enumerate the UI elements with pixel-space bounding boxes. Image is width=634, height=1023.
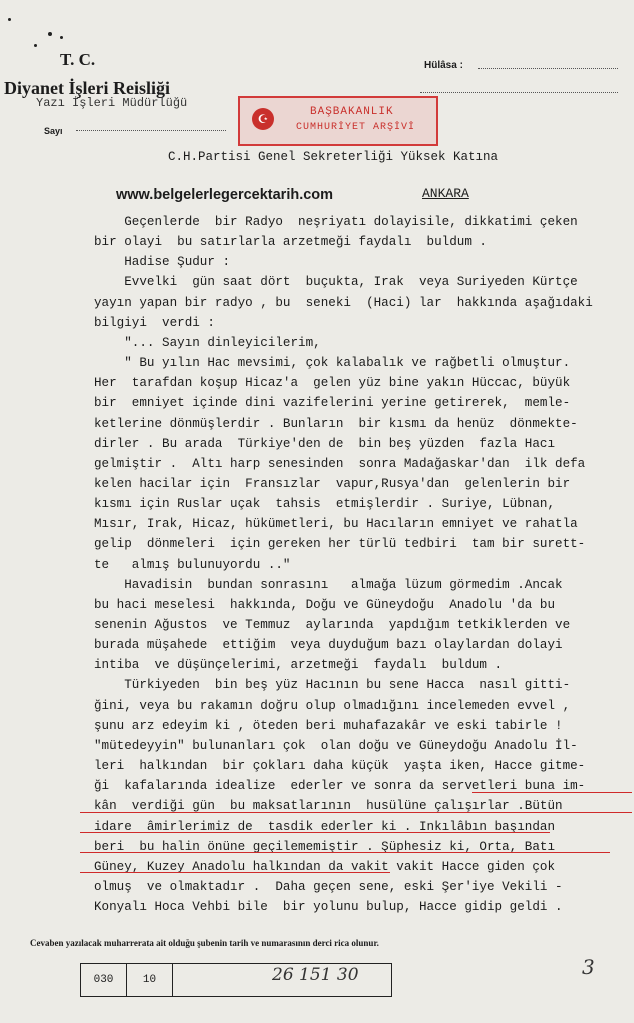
body-line: gelmiştir . Altı harp senesinden sonra Madağaskar'dan ilk defa (94, 456, 586, 471)
body-line: Mısır, Irak, Hicaz, hükümetleri, bu Hacıların emniyet ve rahatla (94, 517, 578, 532)
sayi-dotted-line (76, 130, 226, 131)
body-line: Hadise Şudur : (94, 255, 231, 270)
body-line: beri bu halin önüne geçilememiştir . Şüphesiz ki, Orta, Batı (94, 839, 556, 854)
body-line: leri halkından bir çokları daha küçük yaşta iken, Hacce gitme- (94, 759, 586, 774)
body-line: yayın yapan bir radyo , bu seneki (Haci) lar hakkında aşağıdaki (94, 295, 593, 310)
city: ANKARA (422, 186, 469, 201)
body-line: bu haci meselesi hakkında, Doğu ve Güneydoğu Anadolu 'da bu (94, 597, 556, 612)
body-line: Güney, Kuzey Anadolu halkından da vakit vakit Hacce giden çok (94, 859, 556, 874)
archive-code-2: 10 (127, 964, 173, 996)
archive-code-1: 030 (81, 964, 127, 996)
crescent-star-icon: ☪ (252, 108, 274, 130)
body-line: Her tarafdan koşup Hicaz'a gelen yüz bine yakın Hüccac, büyük (94, 376, 571, 391)
stamp-line-1: BAŞBAKANLIK (310, 106, 394, 118)
body-line: Havadisin bundan sonrasını almağa lüzum görmedim .Ancak (94, 577, 563, 592)
footer-note: Cevaben yazılacak muharrerata ait olduğu şubenin tarih ve numarasının derci rica olunur. (30, 938, 379, 948)
body-line: Evvelki gün saat dört buçukta, Irak veya Suriyeden Kürtçe (94, 275, 578, 290)
archive-stamp (238, 96, 438, 146)
body-line: kelen hacilar için Fransızlar vapur,Rusya'dan gelenlerin bir (94, 476, 571, 491)
body-line: senenin Ağustos ve Temmuz aylarında yapdığım tetkiklerden ve (94, 618, 571, 632)
recipient: C.H.Partisi Genel Sekreterliği Yüksek Katına (168, 150, 499, 164)
body-line: burada müşahede ettiğim veya duyduğum bazı olaylardan dolayi (94, 638, 563, 653)
body-line: " Bu yılın Hac mevsimi, çok kalabalık ve rağbetli olmuştur. (94, 356, 571, 371)
body-line: olmuş ve olmaktadır . Daha geçen sene, eski Şer'iye Vekili - (94, 879, 563, 894)
hulasa-dotted-line-2 (420, 92, 618, 93)
ink-speck (60, 36, 63, 39)
body-line: ketlerine dönmüşlerdir . Bunların bir kısmı da henüz dönmekte- (94, 416, 578, 431)
letterhead-department: Yazı İşleri Müdürlüğü (36, 96, 188, 110)
body-line: kân verdiği gün bu maksatlarının husülüne çalışırlar .Bütün (94, 799, 563, 814)
body-line: ğini, veya bu rakamın doğru olup olmadığını incelemeden evvel , (94, 698, 571, 713)
body-line: bilgiyi verdi : (94, 315, 215, 330)
red-underline (472, 792, 632, 793)
body-line: bir emniyet içinde dini vazifelerini yerine getirerek, memle- (94, 396, 571, 411)
body-line: şunu arz edeyim ki , öteden beri muhafazakâr ve eski tabirle ! (94, 718, 563, 733)
page-number: 3 (582, 955, 595, 979)
ink-speck (8, 18, 11, 21)
handwritten-code: 26 151 30 (272, 965, 359, 985)
body-line: dirler . Bu arada Türkiye'den de bin beş yüzden fazla Hacı (94, 436, 556, 451)
letterhead-tc: T. C. (60, 50, 96, 69)
body-line: bir olayi bu satırlarla arzetmeği faydalı buldum . (94, 235, 487, 250)
hulasa-label: Hülâsa : (424, 60, 463, 71)
body-line: kısmı için Ruslar uçak tahsis etmişlerdir . Suriye, Lübnan, (94, 497, 556, 512)
red-underline (80, 812, 632, 813)
body-line: ği kafalarında idealize ederler ve sonra da servetleri buna im- (94, 779, 586, 794)
body-line: intiba ve düşünçelerimi, arzetmeği faydalı buldum . (94, 658, 503, 673)
ink-speck (48, 32, 52, 36)
body-line: Türkiyeden bin beş yüz Hacının bu sene Hacca nasıl gitti- (94, 678, 571, 693)
body-line: gelip dönmeleri için gereken her türlü tedbiri tam bir surett- (94, 537, 586, 552)
red-underline (80, 872, 390, 873)
red-underline (80, 852, 610, 853)
stamp-line-2: CUMHURİYET ARŞİVİ (296, 122, 416, 133)
body-line: "... Sayın dinleyicilerim, (94, 335, 321, 350)
ink-speck (34, 44, 37, 47)
body-line: "mütedeyyin" bulunanları çok olan doğu ve Güneydoğu Anadolu İl- (94, 738, 578, 753)
hulasa-dotted-line (478, 68, 618, 69)
letterhead-organization: Diyanet İşleri Reisliği (4, 78, 170, 98)
red-underline (80, 832, 550, 833)
body-line: te almış bulunuyordu .." (94, 557, 291, 572)
body-line: Konyalı Hoca Vehbi bile bir yolunu bulup, Hacce gidip geldi . (94, 900, 563, 915)
body-line: Geçenlerde bir Radyo neşriyatı dolayisile, dikkatimi çeken (94, 215, 578, 229)
body-line: idare âmirlerimiz de tasdik ederler ki . Inkılâbın başından (94, 819, 556, 834)
sayi-label: Sayı (44, 126, 63, 136)
website-watermark-text: www.belgelerlegercektarih.com (116, 187, 334, 203)
